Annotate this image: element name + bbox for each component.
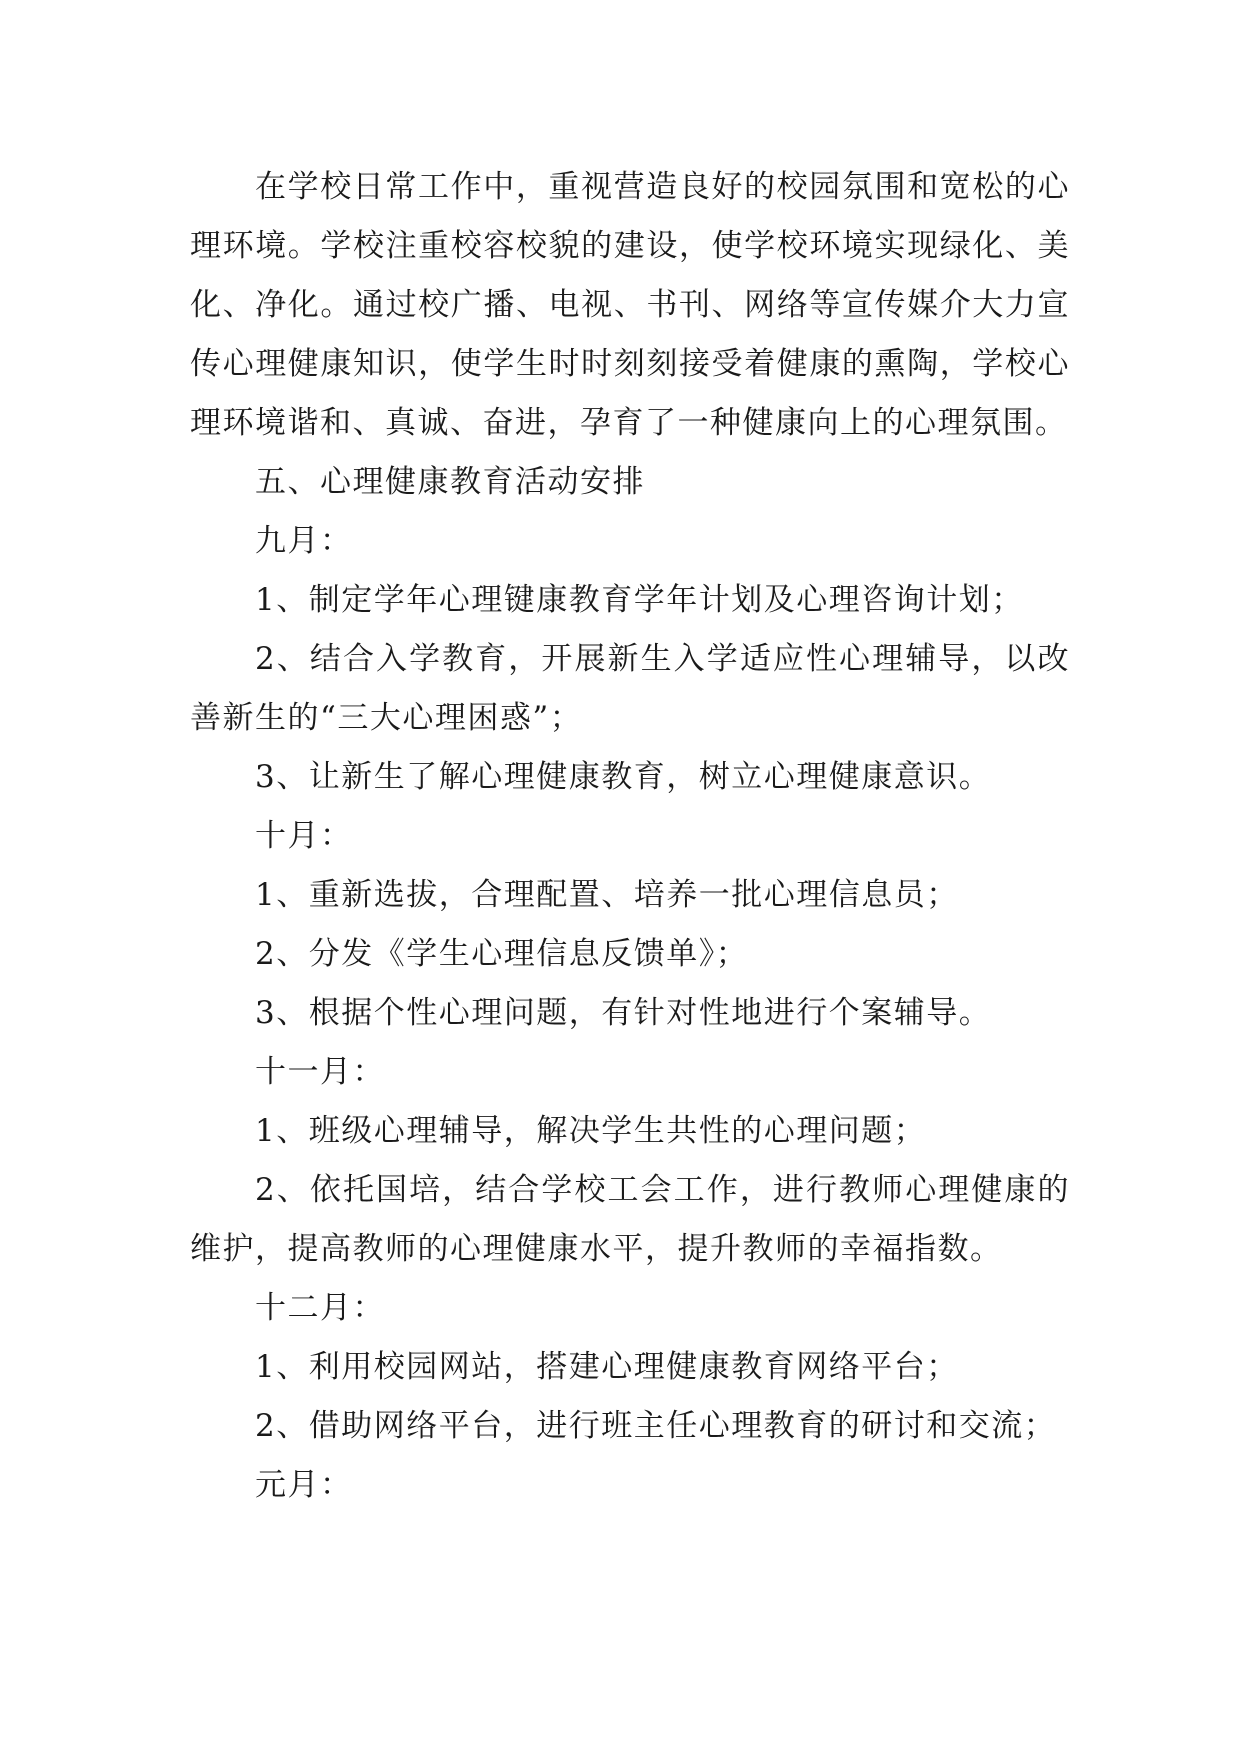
document-body [190,158,1070,1515]
section-heading-activity-schedule: 五、心理健康教育活动安排 [255,464,645,500]
month-heading-september: 九月： [255,523,353,559]
month-heading-january: 元月： [255,1467,353,1503]
list-item: 1、班级心理辅导，解决学生共性的心理问题； [255,1113,927,1149]
list-item: 3、让新生了解心理健康教育，树立心理健康意识。 [255,759,992,795]
list-item: 1、利用校园网站，搭建心理健康教育网络平台； [255,1349,959,1385]
paragraph-campus-environment: 在学校日常工作中，重视营造良好的校园氛围和宽松的心理环境。学校注重校容校貌的建设，使学校环境实现绿化、美化、净化。通过校广播、电视、书刊、网络等宣传媒介大力宣传心理健康知识，使学生时时刻刻接受着健康的熏陶，学校心理环境谐和、真诚、奋进，孕育了一种健康向上的心理氛围。 [190,169,1070,441]
list-item: 2、分发《学生心理信息反馈单》； [255,936,749,972]
month-heading-december: 十二月： [255,1290,385,1326]
list-item: 2、结合入学教育，开展新生入学适应性心理辅导，以改善新生的“三大心理困惑”； [190,641,1070,736]
list-item: 2、借助网络平台，进行班主任心理教育的研讨和交流； [255,1408,1057,1444]
list-item: 2、依托国培，结合学校工会工作，进行教师心理健康的维护，提高教师的心理健康水平，提升教师的幸福指数。 [190,1172,1070,1267]
month-heading-november: 十一月： [255,1054,385,1090]
list-item: 1、重新选拔，合理配置、培养一批心理信息员； [255,877,959,913]
list-item: 3、根据个性心理问题，有针对性地进行个案辅导。 [255,995,992,1031]
month-heading-october: 十月： [255,818,353,854]
list-item: 1、制定学年心理键康教育学年计划及心理咨询计划； [255,582,1024,618]
